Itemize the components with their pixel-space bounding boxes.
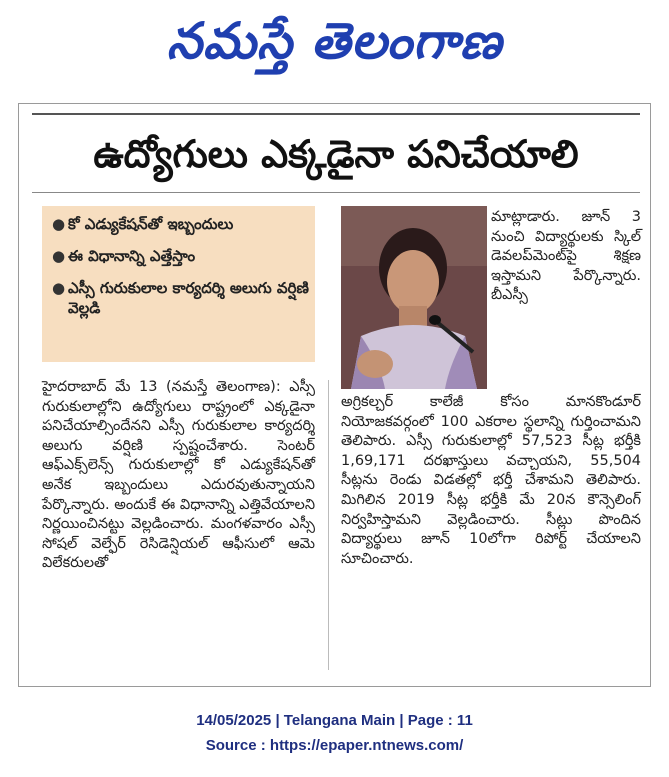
portrait-illustration xyxy=(341,206,487,389)
highlight-item: ● ఈ విధానాన్ని ఎత్తేస్తాం xyxy=(52,247,196,265)
headline-top-rule xyxy=(32,113,640,115)
headline-bottom-rule xyxy=(32,192,640,193)
highlights-box xyxy=(42,206,315,362)
right-column-bottom: అగ్రికల్చర్ కాలేజీ కోసం మానకొండూర్ నియోజకవర్గంలో 100 ఎకరాల స్థలాన్ని గుర్తించామని తెలిపారు. ఎస్సీ గురుకులాల్లో 57,523 సీట్ల భర్తీకి 1,69,171 దరఖాస్తులు వచ్చాయని, 55,504 సీట్లను రెండు విడతల్లో భర్తీ చేశామని తెలిపారు. మిగిలిన 2019 సీట్ల భర్తీకి మే 20న కౌన్సెలింగ్ నిర్వహిస్తామని వెల్లడించారు. సీట్లు పొందిన విద్యార్థులు జూన్ 10లోగా రిపోర్ట్ చేయాలని సూచించారు. xyxy=(341,394,641,567)
footer-date-edition-page: 14/05/2025 | Telangana Main | Page : 11 xyxy=(196,712,473,729)
footer-source-link[interactable]: Source : https://epaper.ntnews.com/ xyxy=(205,737,464,754)
column-divider xyxy=(328,380,329,670)
bullet-icon: ● xyxy=(52,279,66,297)
bullet-icon: ● xyxy=(52,247,66,265)
left-column: హైదరాబాద్ మే 13 (నమస్తే తెలంగాణ): ఎస్సీ గురుకులాల్లోని ఉద్యోగులు రాష్ట్రంలో ఎక్కడైనా పనిచేయాల్సిందేనని ఎస్సీ గురుకులాల కార్యదర్శి అలుగు వర్షిణి స్పష్టంచేశారు. సెంటర్ ఆఫ్‌ఎక్స్‌లెన్స్ గురుకులాల్లో కో ఎడ్యుకేషన్‌తో అనేక ఇబ్బందులు ఎదురవుతున్నాయని పేర్కొన్నారు. అందుకే ఈ విధానాన్ని ఎత్తివేయాలని నిర్ణయించినట్టు వెల్లడించారు. మంగళవారం ఎస్సీ సోషల్ వెల్ఫేర్ రెసిడెన్షియల్ ఆఫీసులో ఆమె విలేకరులతో xyxy=(42,379,315,572)
bullet-icon: ● xyxy=(52,215,66,233)
article-headline: ఉద్యోగులు ఎక్కడైనా పనిచేయాలి xyxy=(93,132,579,176)
highlight-item: ● ఎస్సీ గురుకులాల కార్యదర్శి అలుగు వర్షిణి వెల్లడి xyxy=(52,279,309,317)
official-portrait-photo xyxy=(341,206,487,389)
highlight-item: ● కో ఎడ్యుకేషన్‌తో ఇబ్బందులు xyxy=(52,215,234,233)
right-column-top: మాట్లాడారు. జూన్ 3 నుంచి విద్యార్థులకు స్కిల్ డెవలప్‌మెంట్‌పై శిక్షణ ఇస్తామని పేర్కొన్నారు. బీఎస్సీ xyxy=(491,209,641,304)
newspaper-masthead: నమస్తే తెలంగాణ xyxy=(166,12,503,70)
